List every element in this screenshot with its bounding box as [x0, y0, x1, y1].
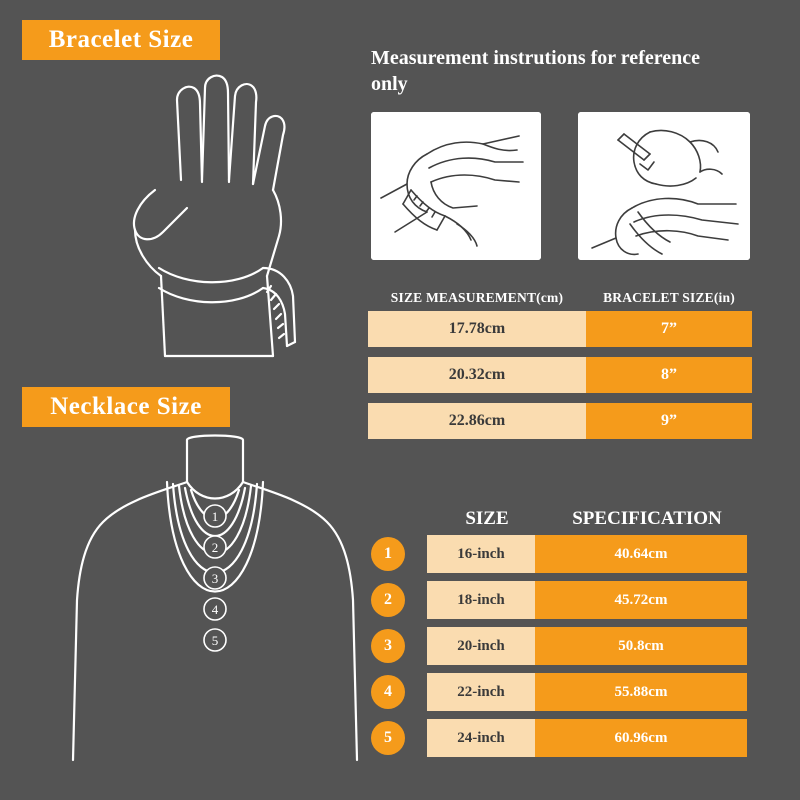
- necklace-spec-cell: 50.8cm: [535, 627, 747, 665]
- necklace-header-specification: SPECIFICATION: [572, 508, 722, 529]
- necklace-row-badge: 5: [371, 721, 405, 755]
- bracelet-size-table: [368, 285, 752, 449]
- svg-text:4: 4: [211, 602, 219, 617]
- svg-text:3: 3: [211, 571, 219, 586]
- table-row: [368, 311, 752, 347]
- necklace-size-cell: 20-inch: [427, 627, 535, 665]
- bracelet-measurement-cell: 22.86cm: [368, 403, 586, 439]
- bracelet-header-size: BRACELET SIZE(in): [603, 290, 735, 305]
- bracelet-table-header: [368, 285, 752, 311]
- photo-marking-string-on-wrist: [578, 112, 750, 260]
- necklace-row-badge: 4: [371, 675, 405, 709]
- necklace-length-illustration: [65, 430, 365, 790]
- necklace-size-cell: 24-inch: [427, 719, 535, 757]
- necklace-table-header: [371, 503, 753, 535]
- bracelet-size-cell: 9”: [586, 403, 752, 439]
- table-row: [371, 673, 753, 711]
- bracelet-measurement-cell: 20.32cm: [368, 357, 586, 393]
- svg-text:5: 5: [211, 633, 219, 648]
- necklace-spec-cell: 60.96cm: [535, 719, 747, 757]
- bracelet-header-measurement: SIZE MEASUREMENT(cm): [390, 290, 564, 305]
- necklace-size-cell: 22-inch: [427, 673, 535, 711]
- bracelet-size-title: Bracelet Size: [22, 20, 220, 60]
- instructions-heading: Measurement instrutions for reference only: [371, 47, 700, 95]
- necklace-spec-cell: 40.64cm: [535, 535, 747, 573]
- bracelet-size-cell: 8”: [586, 357, 752, 393]
- bracelet-measurement-cell: 17.78cm: [368, 311, 586, 347]
- necklace-spec-cell: 55.88cm: [535, 673, 747, 711]
- necklace-size-table: [371, 503, 753, 765]
- necklace-row-badge: 1: [371, 537, 405, 571]
- svg-text:1: 1: [211, 509, 219, 524]
- photo-measuring-wrist-with-tape: [371, 112, 541, 260]
- necklace-row-badge: 2: [371, 583, 405, 617]
- table-row: [371, 719, 753, 757]
- bracelet-size-cell: 7”: [586, 311, 752, 347]
- table-row: [371, 581, 753, 619]
- table-row: [371, 627, 753, 665]
- table-row: [368, 357, 752, 393]
- necklace-row-badge: 3: [371, 629, 405, 663]
- necklace-size-title: Necklace Size: [22, 387, 230, 427]
- svg-text:2: 2: [211, 540, 219, 555]
- table-row: [368, 403, 752, 439]
- necklace-spec-cell: 45.72cm: [535, 581, 747, 619]
- necklace-size-cell: 16-inch: [427, 535, 535, 573]
- hand-wrist-illustration: [95, 70, 345, 370]
- necklace-size-cell: 18-inch: [427, 581, 535, 619]
- necklace-header-size: SIZE: [465, 508, 509, 529]
- table-row: [371, 535, 753, 573]
